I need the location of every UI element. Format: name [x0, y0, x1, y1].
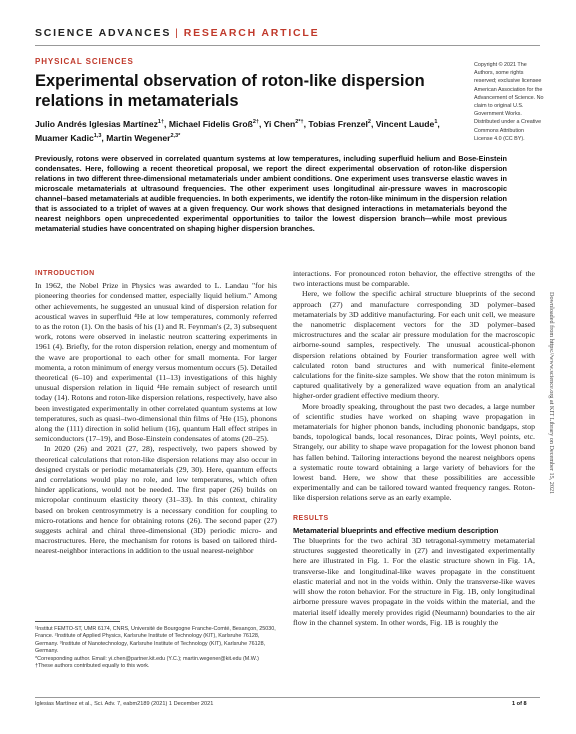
- author-affiliation: 1: [434, 119, 438, 125]
- author-name[interactable]: Yi Chen: [263, 118, 296, 129]
- article-title: Experimental observation of roton-like dispersion relations in metamaterials: [35, 72, 425, 110]
- header-rule: [35, 45, 540, 46]
- author-name[interactable]: Michael Fidelis Groß: [168, 118, 253, 129]
- download-watermark: [545, 292, 555, 722]
- paragraph: In 2020 (26) and 2021 (27, 28), respectively, two papers showed by theoretical calculations that roton-like dispersion relations may also occur in designed crystals or periodic metamaterials (29, 30). Here, quantum effects and correlations would play no role, and low temperatures, which often hinder applications, would not be needed. The first paper (26) builds on micropolar continuum elasticity theory (31–33). In this context, chirality based on broken centrosymmetry is a necessary condition for coupling to micro-rotations and hence for obtaining rotons (26). The second paper (27) suggests achiral and chiral three-dimensional (3D) periodic micro- and macrostructures. Here, the mechanism for rotons is based on tailored third-nearest-neighbor interactions in addition to the usual nearest-neighbor: [35, 444, 277, 556]
- footnote-affiliations: ¹Institut FEMTO-ST, UMR 6174, CNRS, Université de Bourgogne Franche-Comté, Besançon, 25030, France. ²Institute of Applied Physics, Karlsruhe Institute of Technology (KIT), Karlsruhe 76128, Germany. ³Institute of Nanotechnology, Karlsruhe Institute of Technology (KIT), Karlsruhe 76128, Germany.: [35, 626, 276, 655]
- header-separator: |: [175, 27, 180, 39]
- footnote-corresponding[interactable]: *Corresponding author. Email: yi.chen@partner.kit.edu (Y.C.); martin.wegener@kit.edu (M.W.): [35, 655, 259, 662]
- author-affiliation: 2: [367, 119, 371, 125]
- author-name[interactable]: Vincent Laude: [375, 118, 435, 129]
- section-heading-results: RESULTS: [293, 514, 329, 522]
- paragraph: interactions. For pronounced roton behavior, the effective strengths of the two interactions must be comparable.: [293, 269, 535, 289]
- paragraph: The blueprints for the two achiral 3D tetragonal-symmetry metamaterial structures suggested theoretically in (27) and investigated experimentally here are illustrated in Fig. 1. For the elastic structure shown in Fig. 1A, transverse-like and longitudinal-like waves propagate in the constituent elastic material and not in the voids within. Only the transverse-like waves will show the roton behavior. For the structure in Fig. 1B, only longitudinal airborne pressure waves propagate in the voids within the material, and the material itself ideally merely provides rigid (Neumann) boundaries to the air flow in the channel system. In other words, Fig. 1B is roughly the: [293, 536, 535, 627]
- page-number: 1 of 8: [512, 701, 527, 707]
- paragraph: In 1962, the Nobel Prize in Physics was awarded to L. Landau "for his pioneering theories for condensed matter, especially liquid helium." Among other achievements, he suggested an unusual kind of dispersion relation for acoustical waves in superfluid ⁴He at low temperatures, commonly referred to as the roton (1). On the basis of his (1) and R. Feynman's (2, 3) subsequent work, rotons were observed in inelastic neutron scattering experiments in 1961 (4). Briefly, for the roton dispersion relation, energy and momentum of the wave are proportional to each other for small momenta. For larger momenta, a roton minimum of energy versus momentum occurs (5). Detailed theoretical (6–10) and experimental (11–13) investigations of this highly unusual dispersion relation in liquid ⁴He remain subject of research until today (14). Rotons and roton-like dispersion relations, respectively, have also been investigated experimentally in other correlated quantum systems at low temperatures, such as quasi–two-dimensional thin films of ³He (15), phonons along the (111) direction in solid helium (16), quantum Hall effect stripes in semiconductors (17–19), and Bose-Einstein condensates of atoms (20–25).: [35, 281, 277, 444]
- author-affiliation: 2*†: [295, 119, 304, 125]
- author-affiliation: 2,3*: [170, 133, 181, 140]
- journal-header: [35, 27, 319, 39]
- copyright-notice: Copyright © 2021 The Authors, some rights reserved; exclusive licensee American Association for the Advancement of Science. No claim to original U.S. Government Works. Distributed under a Creative Commons Attribution License 4.0 (CC BY).: [474, 62, 544, 142]
- author-name[interactable]: Julio Andrés Iglesias Martínez: [35, 118, 158, 129]
- footer-rule: [35, 697, 540, 698]
- author-affiliation: 2†: [252, 119, 259, 125]
- paragraph: More broadly speaking, throughout the past two decades, a large number of scientific studies have worked on shaping wave propagation in metamaterials for higher phonon bands, including phononic bandgaps, stop bands, topological bands, local resonances, Dirac points, Weyl points, etc. Strangely, our ability to shape wave propagation for the lowest phonon band has fallen behind. Tailoring interactions beyond the nearest neighbors opens a systematic route toward obtaining a large variety of behaviors for the lowest band. Here, we show that these possibilities are accessible experimentally and can be tailored toward wanted frequency ranges. Roton-like dispersion relations serve as an early example.: [293, 401, 535, 503]
- download-watermark-text: Downloaded from https://www.science.org at KIT Library on December 15, 2021: [548, 292, 555, 495]
- left-column: [35, 269, 277, 557]
- subsection-heading: Metamaterial blueprints and effective medium description: [293, 525, 499, 535]
- author-name[interactable]: Muamer Kadic: [35, 132, 94, 143]
- right-column: [293, 269, 535, 628]
- section-heading-introduction: INTRODUCTION: [35, 270, 95, 277]
- author-list: Julio Andrés Iglesias Martínez$^{1\dagger}$, Michael Fidelis Groß$^{2\dagger}$, Yi Chen$^{2*\dagger}$, Tobias Frenzel$^2$, Vincent Laude$^1$, Muamer Kadic$^{1,3}$, Martin Wegener$^{2,3*}$: [35, 118, 440, 143]
- journal-brand: SCIENCE ADVANCES: [35, 27, 172, 39]
- footnote-rule: [35, 621, 120, 622]
- paragraph: Here, we follow the specific achiral structure blueprints of the second approach (27) and manufacture corresponding 3D polymer–based metamaterials by 3D additive manufacturing. For each unit cell, we measure the nanometric displacement vectors for the 3D polymer–based microstructures and the scalar air pressure modulation for the macroscopic airborne-sound samples, respectively. The unusual acoustical-phonon dispersion relations obtained by Fourier transformation agree well with calculated roton band structures and with numerical finite-element calculations for the finite-size samples. We show that the roton minimum is captured qualitatively by a generalized wave equation from an analytical higher-order gradient effective medium theory.: [293, 289, 535, 401]
- author-name[interactable]: Martin Wegener: [106, 132, 171, 143]
- abstract: Previously, rotons were observed in correlated quantum systems at low temperatures, including superfluid helium and Bose-Einstein condensates. Here, following a recent theoretical proposal, we report the direct experimental observation of roton-like dispersion relations in two different three-dimensional metamaterials under ambient conditions. One experiment uses transverse elastic waves in microscale metamaterials at ultrasound frequencies. The other experiment uses longitudinal air-pressure waves in macroscopic channel–based metamaterials at audible frequencies. In both experiments, we identify the roton-like minimum in the dispersion relation that is associated to a triplet of waves at a given frequency. Our work shows that designed interactions in metamaterials beyond the nearest neighbors open unprecedented experimental opportunities to tailor the lowest dispersion branch—while most previous metamaterial studies have concentrated on shaping higher dispersion branches.: [35, 154, 507, 233]
- author-name[interactable]: Tobias Frenzel: [308, 118, 368, 129]
- footnotes: [35, 626, 280, 670]
- footnote-equal-contribution: †These authors contributed equally to this work.: [35, 663, 150, 670]
- author-affiliation: 1,3: [93, 133, 102, 140]
- footer-citation: Iglesias Martínez et al., Sci. Adv. 7, eabm2189 (2021) 1 December 2021: [35, 701, 214, 707]
- article-category: PHYSICAL SCIENCES: [35, 57, 134, 66]
- author-affiliation: 1†: [157, 119, 165, 125]
- article-section: RESEARCH ARTICLE: [183, 27, 320, 39]
